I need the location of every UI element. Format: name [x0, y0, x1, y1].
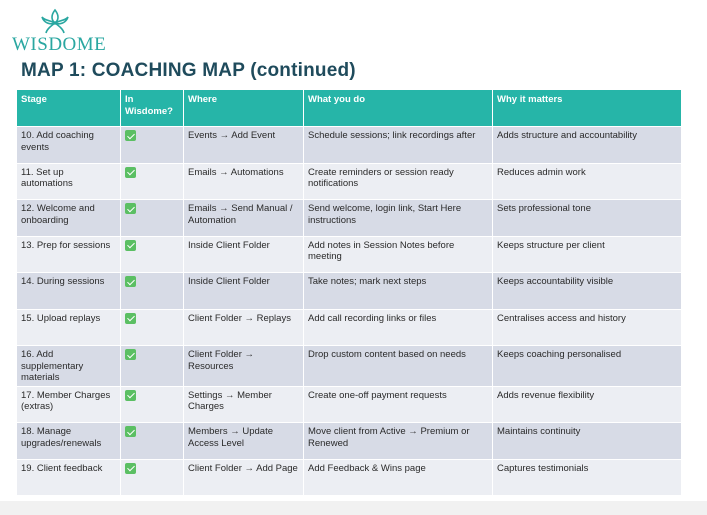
why-cell: Keeps accountability visible: [493, 273, 682, 310]
header-in-wisdome: In Wisdome?: [121, 90, 184, 127]
what-cell: Add Feedback & Wins page: [304, 459, 493, 496]
check-icon: [125, 240, 136, 251]
why-cell: Maintains continuity: [493, 423, 682, 460]
check-icon: [125, 463, 136, 474]
stage-cell: 11. Set up automations: [17, 163, 121, 200]
in-wisdome-cell: [121, 163, 184, 200]
table-row: [17, 200, 682, 237]
what-cell: Add call recording links or files: [304, 309, 493, 346]
header-stage: Stage: [17, 90, 121, 127]
where-cell: Emails → Send Manual / Automation: [184, 200, 304, 237]
why-cell: Adds revenue flexibility: [493, 386, 682, 423]
in-wisdome-cell: [121, 386, 184, 423]
wisdome-logo: [12, 8, 107, 56]
table-row: [17, 346, 682, 387]
in-wisdome-cell: [121, 459, 184, 496]
what-cell: Create one-off payment requests: [304, 386, 493, 423]
header-what-you-do: What you do: [304, 90, 493, 127]
why-cell: Reduces admin work: [493, 163, 682, 200]
why-cell: Adds structure and accountability: [493, 127, 682, 164]
why-cell: Keeps coaching personalised: [493, 346, 682, 387]
where-cell: Emails → Automations: [184, 163, 304, 200]
what-cell: Move client from Active → Premium or Renewed: [304, 423, 493, 460]
logo-wordmark: WISDOME: [12, 34, 107, 55]
what-cell: Drop custom content based on needs: [304, 346, 493, 387]
table-row: [17, 236, 682, 273]
stage-cell: 19. Client feedback: [17, 459, 121, 496]
in-wisdome-cell: [121, 423, 184, 460]
where-cell: Client Folder → Replays: [184, 309, 304, 346]
check-icon: [125, 349, 136, 360]
why-cell: Centralises access and history: [493, 309, 682, 346]
in-wisdome-cell: [121, 309, 184, 346]
where-cell: Members → Update Access Level: [184, 423, 304, 460]
table-row: [17, 163, 682, 200]
table-header-row: [17, 90, 682, 127]
stage-cell: 12. Welcome and onboarding: [17, 200, 121, 237]
table-row: [17, 273, 682, 310]
stage-cell: 17. Member Charges (extras): [17, 386, 121, 423]
stage-cell: 10. Add coaching events: [17, 127, 121, 164]
in-wisdome-cell: [121, 200, 184, 237]
check-icon: [125, 130, 136, 141]
where-cell: Inside Client Folder: [184, 236, 304, 273]
why-cell: Keeps structure per client: [493, 236, 682, 273]
coaching-map-table: [16, 89, 682, 496]
in-wisdome-cell: [121, 127, 184, 164]
where-cell: Settings → Member Charges: [184, 386, 304, 423]
check-icon: [125, 390, 136, 401]
what-cell: Schedule sessions; link recordings after: [304, 127, 493, 164]
in-wisdome-cell: [121, 273, 184, 310]
table-row: [17, 309, 682, 346]
header-where: Where: [184, 90, 304, 127]
check-icon: [125, 203, 136, 214]
where-cell: Inside Client Folder: [184, 273, 304, 310]
in-wisdome-cell: [121, 236, 184, 273]
header-why-it-matters: Why it matters: [493, 90, 682, 127]
check-icon: [125, 167, 136, 178]
lotus-logo-icon: [40, 8, 70, 34]
where-cell: Client Folder → Add Page: [184, 459, 304, 496]
what-cell: Send welcome, login link, Start Here instructions: [304, 200, 493, 237]
what-cell: Create reminders or session ready notifications: [304, 163, 493, 200]
stage-cell: 13. Prep for sessions: [17, 236, 121, 273]
stage-cell: 16. Add supplementary materials: [17, 346, 121, 387]
check-icon: [125, 313, 136, 324]
where-cell: Events → Add Event: [184, 127, 304, 164]
why-cell: Sets professional tone: [493, 200, 682, 237]
in-wisdome-cell: [121, 346, 184, 387]
table-row: [17, 459, 682, 496]
stage-cell: 14. During sessions: [17, 273, 121, 310]
where-cell: Client Folder → Resources: [184, 346, 304, 387]
page-footer-bar: [0, 501, 707, 515]
what-cell: Add notes in Session Notes before meeting: [304, 236, 493, 273]
table-row: [17, 386, 682, 423]
table-row: [17, 423, 682, 460]
check-icon: [125, 276, 136, 287]
check-icon: [125, 426, 136, 437]
stage-cell: 15. Upload replays: [17, 309, 121, 346]
table-row: [17, 127, 682, 164]
why-cell: Captures testimonials: [493, 459, 682, 496]
page-title: MAP 1: COACHING MAP (continued): [21, 60, 356, 81]
stage-cell: 18. Manage upgrades/renewals: [17, 423, 121, 460]
what-cell: Take notes; mark next steps: [304, 273, 493, 310]
